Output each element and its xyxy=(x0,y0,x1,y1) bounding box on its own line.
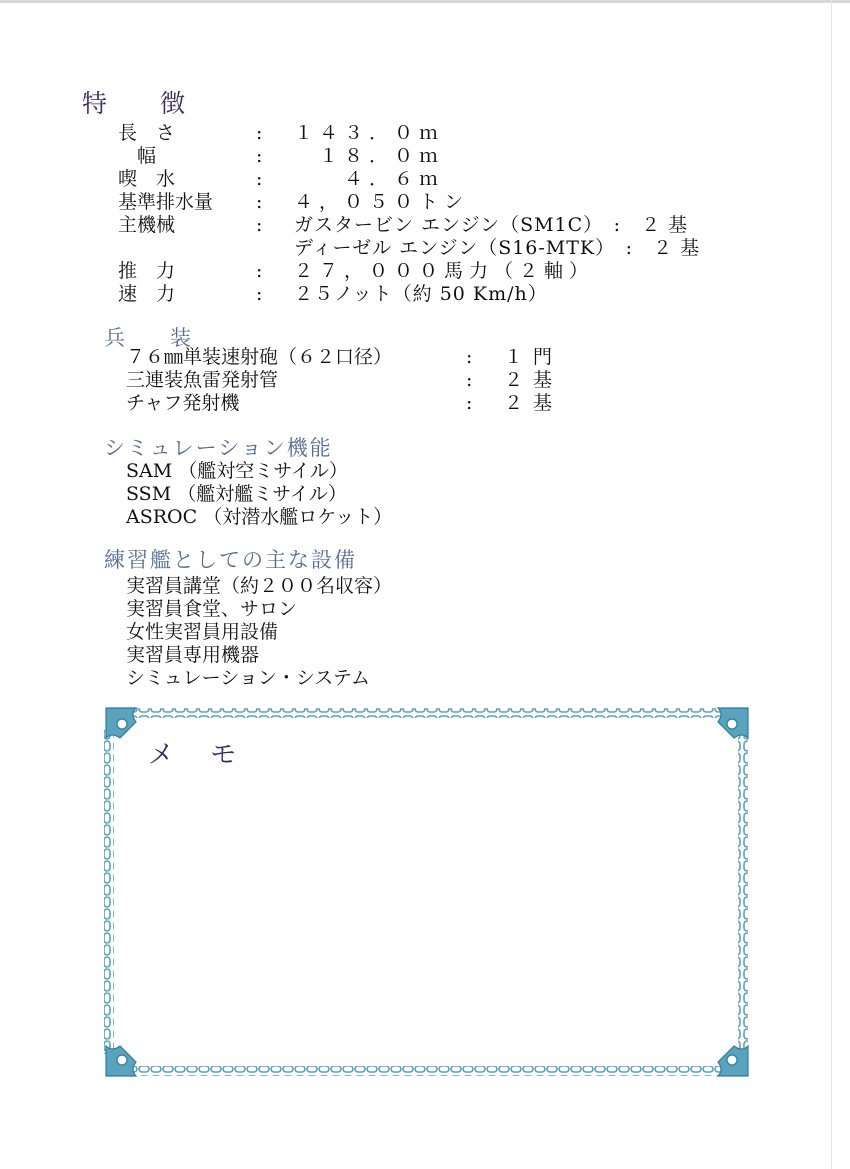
chain-right-edge xyxy=(738,730,748,1054)
spec-value: ４，０５０トン xyxy=(294,191,470,213)
spec-colon: : xyxy=(256,260,263,282)
spec-label xyxy=(118,237,256,260)
memo-title: メ モ xyxy=(148,740,251,770)
armament-label: チャフ発射機 xyxy=(126,392,240,414)
spec-value: ４．６ｍ xyxy=(294,168,445,190)
spec-row-diesel-engine xyxy=(118,237,700,260)
simulation-list xyxy=(126,460,392,529)
anchor-corner-icon xyxy=(106,1046,136,1076)
spec-label: 推 力 xyxy=(118,260,176,282)
spec-value: １４３．０ｍ xyxy=(294,122,445,144)
list-item: シミュレーション・システム xyxy=(126,667,370,689)
anchor-corner-icon xyxy=(718,708,748,738)
spec-colon: : xyxy=(256,214,263,236)
scan-edge-right xyxy=(831,0,832,1169)
armament-value: １門 xyxy=(504,346,563,368)
scan-edge-top xyxy=(0,0,850,3)
spec-row-beam xyxy=(118,145,700,168)
list-item: SSM （艦対艦ミサイル） xyxy=(126,483,347,505)
chain-bottom-edge xyxy=(124,1066,730,1076)
features-heading: 特 徴 xyxy=(82,89,200,118)
list-item: 実習員専用機器 xyxy=(126,644,260,666)
armament-colon: : xyxy=(466,346,473,368)
armament-colon: : xyxy=(466,392,473,414)
armament-colon: : xyxy=(466,369,473,391)
spec-label: 主機械 xyxy=(118,214,176,236)
armament-row xyxy=(126,346,562,369)
spec-label: 幅 xyxy=(118,145,157,167)
spec-colon xyxy=(256,237,294,260)
armament-row xyxy=(126,392,562,415)
spec-label: 速 力 xyxy=(118,283,176,305)
list-item: ASROC （対潜水艦ロケット） xyxy=(126,506,393,528)
spec-label: 長 さ xyxy=(118,122,176,144)
anchor-corner-icon xyxy=(106,708,136,738)
spec-value: ２７，０００馬力（２軸） xyxy=(294,260,595,282)
armament-heading: 兵 装 xyxy=(104,326,203,350)
armament-table xyxy=(126,346,562,415)
armament-label: 三連装魚雷発射管 xyxy=(126,369,279,391)
facilities-heading: 練習艦としての主な設備 xyxy=(104,548,357,572)
list-item: 女性実習員用設備 xyxy=(126,621,279,643)
features-spec-table xyxy=(118,122,700,306)
spec-row-thrust xyxy=(118,260,700,283)
armament-value: ２基 xyxy=(504,369,563,391)
spec-colon: : xyxy=(256,283,263,305)
spec-row-length xyxy=(118,122,700,145)
spec-colon: : xyxy=(256,168,263,190)
spec-row-draft xyxy=(118,168,700,191)
spec-value: １８．０ｍ xyxy=(294,145,445,167)
spec-colon: : xyxy=(256,191,263,213)
anchor-corner-icon xyxy=(718,1046,748,1076)
list-item: 実習員食堂、サロン xyxy=(126,598,298,620)
spec-value: ディーゼル エンジン（S16-MTK） : ２ 基 xyxy=(294,237,701,259)
spec-row-main-engine xyxy=(118,214,700,237)
list-item: SAM （艦対空ミサイル） xyxy=(126,460,348,482)
list-item: 実習員講堂（約２００名収容） xyxy=(126,575,393,597)
spec-row-displacement xyxy=(118,191,700,214)
spec-row-speed xyxy=(118,283,700,306)
armament-value: ２基 xyxy=(504,392,563,414)
spec-value: ガスタービン エンジン（SM1C） : ２ 基 xyxy=(294,214,689,236)
chain-top-edge xyxy=(124,708,730,718)
spec-label: 基準排水量 xyxy=(118,191,214,213)
spec-colon: : xyxy=(256,122,263,144)
simulation-heading: シミュレーション機能 xyxy=(104,436,333,460)
spec-value: ２５ノット（約 50 Km/h） xyxy=(294,283,548,305)
armament-label: ７６㎜単装速射砲（６２口径） xyxy=(126,346,393,368)
chain-left-edge xyxy=(104,730,114,1054)
facilities-list xyxy=(126,575,392,690)
armament-row xyxy=(126,369,562,392)
spec-colon: : xyxy=(256,145,263,167)
spec-label: 喫 水 xyxy=(118,168,176,190)
